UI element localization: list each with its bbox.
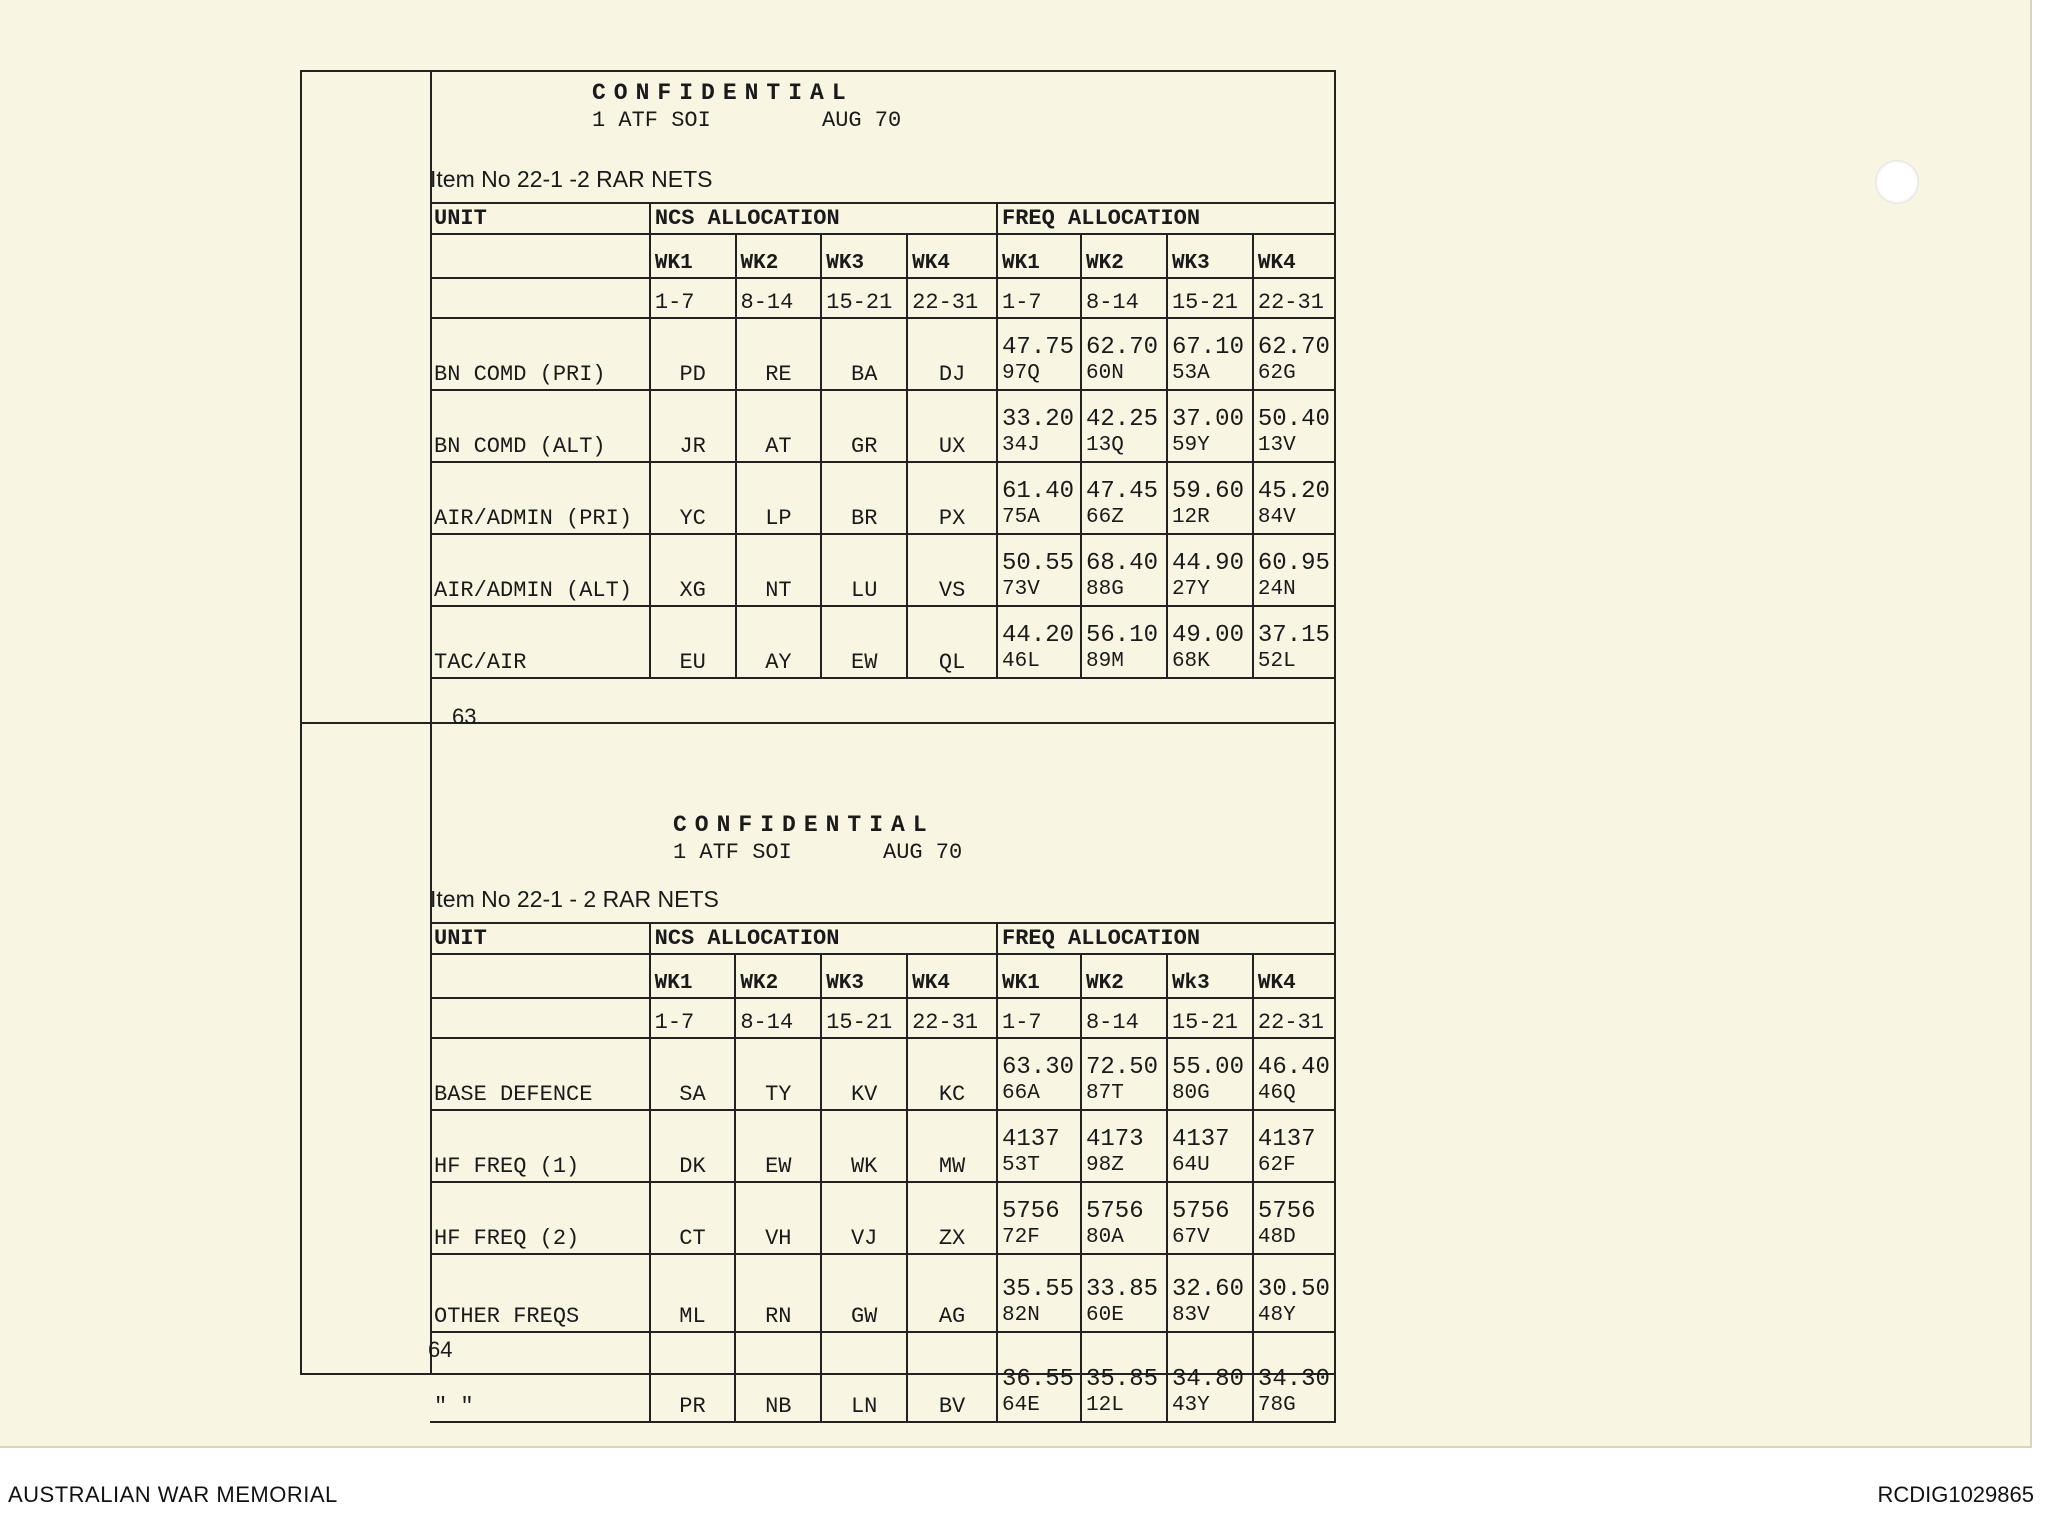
frequency-cell	[997, 1332, 1081, 1422]
unit-name: AIR/ADMIN (PRI)	[430, 462, 650, 534]
ncs-callsign: LP	[736, 462, 822, 534]
ncs-callsign: WK	[821, 1110, 907, 1182]
frequency-code: 60N	[1086, 362, 1124, 385]
week-label: WK1	[650, 954, 736, 998]
frequency-cell	[1167, 1110, 1253, 1182]
frequency-code: 34J	[1002, 434, 1040, 457]
frequency-value: 35.85	[1085, 1366, 1158, 1393]
ncs-callsign: GW	[821, 1254, 907, 1332]
ncs-callsign: LU	[821, 534, 907, 606]
weeks-row	[430, 234, 1335, 278]
day-range: 1-7	[997, 998, 1081, 1038]
item-number: Item No 22-1 -2 RAR NETS	[430, 166, 713, 192]
week-label: WK2	[1081, 954, 1167, 998]
frequency-value: 32.60	[1171, 1276, 1244, 1303]
frequency-code: 13V	[1257, 434, 1296, 457]
frequency-code: 66Z	[1086, 506, 1124, 529]
ncs-callsign: YC	[650, 462, 736, 534]
table-row	[430, 1182, 1335, 1254]
frequency-code: 98Z	[1085, 1154, 1124, 1177]
day-range: 15-21	[821, 278, 907, 318]
frequency-code: 62F	[1257, 1154, 1296, 1177]
frequency-code: 59Y	[1171, 434, 1210, 457]
table-row	[430, 1332, 1335, 1422]
week-label: WK3	[821, 234, 907, 278]
frequency-value: 33.20	[1002, 406, 1075, 433]
frequency-cell	[1167, 606, 1253, 678]
day-range: 15-21	[821, 998, 907, 1038]
frequency-cell	[1081, 462, 1167, 534]
frequency-value: 47.75	[1002, 334, 1075, 361]
frequency-cell	[1167, 534, 1253, 606]
ncs-callsign: TY	[735, 1038, 821, 1110]
frequency-value: 34.80	[1171, 1366, 1244, 1393]
frequency-code: 87T	[1085, 1082, 1124, 1105]
frequency-cell	[1253, 1182, 1335, 1254]
frequency-code: 66A	[1002, 1082, 1040, 1105]
frequency-cell	[997, 1110, 1081, 1182]
ncs-callsign: BV	[907, 1332, 997, 1422]
ncs-callsign: PD	[650, 318, 736, 390]
frequency-value: 44.90	[1171, 550, 1244, 577]
day-range: 22-31	[907, 998, 997, 1038]
frequency-value: 4137	[1257, 1126, 1316, 1153]
unit-header: UNIT	[430, 923, 650, 954]
allocation-table	[430, 202, 1336, 679]
frequency-value: 72.50	[1085, 1054, 1158, 1081]
frequency-code: 67V	[1171, 1226, 1210, 1249]
frequency-cell	[1167, 390, 1253, 462]
ncs-allocation-header: NCS ALLOCATION	[650, 203, 997, 234]
soi-date: AUG 70	[883, 840, 963, 865]
soi-label: 1 ATF SOI	[673, 840, 792, 865]
frequency-cell	[1253, 1254, 1335, 1332]
frequency-cell	[997, 534, 1081, 606]
frequency-cell	[1253, 1110, 1335, 1182]
frequency-cell	[1081, 1182, 1167, 1254]
frequency-value: 68.40	[1086, 550, 1159, 577]
frequency-cell	[1081, 1332, 1167, 1422]
table-row	[430, 534, 1335, 606]
frequency-cell	[1253, 318, 1335, 390]
header-row	[430, 923, 1335, 954]
frequency-code: 73V	[1002, 578, 1040, 601]
unit-name: AIR/ADMIN (ALT)	[430, 534, 650, 606]
frequency-code: 13Q	[1086, 434, 1124, 457]
ncs-callsign: BA	[821, 318, 907, 390]
ncs-allocation-header: NCS ALLOCATION	[650, 923, 997, 954]
ncs-callsign: CT	[650, 1182, 736, 1254]
frequency-cell	[1253, 1332, 1335, 1422]
unit-name: OTHER FREQS	[430, 1254, 650, 1332]
soi-date: AUG 70	[822, 108, 902, 133]
ncs-callsign: PR	[650, 1332, 736, 1422]
day-range: 15-21	[1167, 998, 1253, 1038]
week-label: Wk3	[1167, 954, 1253, 998]
table-row	[430, 1110, 1335, 1182]
frequency-cell	[997, 462, 1081, 534]
frequency-code: 43Y	[1171, 1394, 1210, 1417]
frequency-cell	[1167, 1038, 1253, 1110]
ncs-callsign: KC	[907, 1038, 997, 1110]
frequency-cell	[1167, 1254, 1253, 1332]
frequency-code: 64U	[1171, 1154, 1210, 1177]
frequency-value: 61.40	[1002, 478, 1075, 505]
unit-header: UNIT	[430, 203, 650, 234]
frequency-value: 49.00	[1171, 622, 1244, 649]
ncs-callsign: AY	[736, 606, 822, 678]
day-range: 8-14	[1081, 998, 1167, 1038]
week-label: WK1	[997, 234, 1081, 278]
frequency-cell	[1167, 318, 1253, 390]
frequency-code: 68K	[1171, 650, 1210, 673]
week-label: WK4	[1253, 954, 1335, 998]
table-row	[430, 318, 1335, 390]
ncs-callsign: ZX	[907, 1182, 997, 1254]
day-range: 8-14	[1081, 278, 1167, 318]
table-row	[430, 390, 1335, 462]
frequency-value: 30.50	[1257, 1276, 1330, 1303]
frequency-value: 4137	[1002, 1126, 1060, 1153]
archive-id: RCDIG1029865	[1877, 1482, 2034, 1507]
table-row	[430, 1254, 1335, 1332]
day-range: 22-31	[907, 278, 997, 318]
frequency-code: 48D	[1257, 1226, 1296, 1249]
week-label: WK4	[907, 954, 997, 998]
frequency-cell	[997, 390, 1081, 462]
day-range: 8-14	[736, 278, 822, 318]
ncs-callsign: VH	[735, 1182, 821, 1254]
frequency-code: 89M	[1086, 650, 1124, 673]
frequency-cell	[1253, 390, 1335, 462]
ncs-callsign: QL	[907, 606, 997, 678]
frequency-code: 53T	[1002, 1154, 1040, 1177]
days-row	[430, 998, 1335, 1038]
ncs-callsign: DK	[650, 1110, 736, 1182]
soi-page-63	[430, 70, 1336, 729]
frequency-cell	[1081, 1254, 1167, 1332]
frequency-cell	[1081, 318, 1167, 390]
day-range: 8-14	[735, 998, 821, 1038]
week-label: WK2	[736, 234, 822, 278]
weeks-row	[430, 954, 1335, 998]
week-label: WK1	[650, 234, 736, 278]
table-row	[430, 1038, 1335, 1110]
frequency-code: 83V	[1171, 1304, 1210, 1327]
frequency-cell	[997, 1182, 1081, 1254]
frequency-code: 46L	[1002, 650, 1040, 673]
frequency-value: 56.10	[1086, 622, 1159, 649]
ncs-callsign: GR	[821, 390, 907, 462]
frequency-value: 60.95	[1257, 550, 1330, 577]
frequency-code: 53A	[1171, 362, 1210, 385]
frequency-code: 12R	[1171, 506, 1210, 529]
frequency-code: 46Q	[1257, 1082, 1296, 1105]
frequency-cell	[1081, 606, 1167, 678]
ncs-callsign: MW	[907, 1110, 997, 1182]
frequency-code: 62G	[1257, 362, 1296, 385]
frequency-value: 46.40	[1257, 1054, 1330, 1081]
table-row	[430, 462, 1335, 534]
ncs-callsign: EW	[821, 606, 907, 678]
week-label: WK4	[1253, 234, 1335, 278]
frequency-cell	[997, 318, 1081, 390]
ncs-callsign: UX	[907, 390, 997, 462]
frequency-code: 60E	[1085, 1304, 1124, 1327]
confidential-heading: CONFIDENTIAL	[673, 812, 935, 838]
frequency-cell	[997, 606, 1081, 678]
page-number: 63	[452, 704, 477, 729]
frequency-value: 5756	[1257, 1198, 1316, 1225]
frequency-value: 42.25	[1086, 406, 1159, 433]
archive-credit: AUSTRALIAN WAR MEMORIAL	[8, 1482, 338, 1507]
blank-cell	[430, 954, 650, 998]
frequency-value: 47.45	[1086, 478, 1159, 505]
frequency-code: 80A	[1085, 1226, 1124, 1249]
frequency-code: 88G	[1086, 578, 1124, 601]
frequency-cell	[1253, 1038, 1335, 1110]
ncs-callsign: KV	[821, 1038, 907, 1110]
day-range: 22-31	[1253, 998, 1335, 1038]
frequency-value: 34.30	[1257, 1366, 1330, 1393]
soi-label: 1 ATF SOI	[592, 108, 711, 133]
week-label: WK3	[821, 954, 907, 998]
frequency-value: 36.55	[1002, 1366, 1075, 1393]
frequency-cell	[1081, 1110, 1167, 1182]
ncs-callsign: RN	[735, 1254, 821, 1332]
day-range: 1-7	[650, 278, 736, 318]
week-label: WK2	[735, 954, 821, 998]
day-range: 1-7	[650, 998, 736, 1038]
unit-name: BASE DEFENCE	[430, 1038, 650, 1110]
frequency-code: 24N	[1257, 578, 1296, 601]
day-range: 15-21	[1167, 278, 1253, 318]
frequency-code: 12L	[1085, 1394, 1124, 1417]
ncs-callsign: PX	[907, 462, 997, 534]
frequency-cell	[1167, 1332, 1253, 1422]
punch-hole	[1875, 160, 1919, 204]
blank-cell	[430, 278, 650, 318]
week-label: WK1	[997, 954, 1081, 998]
frequency-code: 48Y	[1257, 1304, 1296, 1327]
freq-allocation-header: FREQ ALLOCATION	[997, 923, 1335, 954]
frequency-cell	[1253, 462, 1335, 534]
soi-page-64	[428, 722, 1336, 1419]
unit-name: TAC/AIR	[430, 606, 650, 678]
ncs-callsign: RE	[736, 318, 822, 390]
ncs-callsign: SA	[650, 1038, 736, 1110]
freq-allocation-header: FREQ ALLOCATION	[997, 203, 1335, 234]
frequency-cell	[1081, 534, 1167, 606]
frequency-value: 4173	[1085, 1126, 1144, 1153]
unit-name: BN COMD (PRI)	[430, 318, 650, 390]
frequency-value: 45.20	[1257, 478, 1330, 505]
frequency-value: 50.40	[1257, 406, 1330, 433]
frequency-value: 5756	[1002, 1198, 1060, 1225]
frequency-code: 78G	[1257, 1394, 1296, 1417]
frequency-value: 37.00	[1171, 406, 1244, 433]
frequency-value: 33.85	[1085, 1276, 1158, 1303]
day-range: 22-31	[1253, 278, 1335, 318]
frequency-code: 84V	[1257, 506, 1296, 529]
frequency-cell	[997, 1038, 1081, 1110]
ncs-callsign: EU	[650, 606, 736, 678]
table-row	[430, 606, 1335, 678]
week-label: WK4	[907, 234, 997, 278]
frequency-value: 63.30	[1002, 1054, 1075, 1081]
blank-cell	[430, 998, 650, 1038]
confidential-heading: CONFIDENTIAL	[592, 80, 854, 106]
blank-cell	[430, 234, 650, 278]
frequency-value: 55.00	[1171, 1054, 1244, 1081]
unit-name: HF FREQ (1)	[430, 1110, 650, 1182]
frequency-cell	[1253, 606, 1335, 678]
frequency-cell	[1253, 534, 1335, 606]
ncs-callsign: NT	[736, 534, 822, 606]
frequency-cell	[1081, 1038, 1167, 1110]
frequency-value: 5756	[1085, 1198, 1144, 1225]
frequency-value: 59.60	[1171, 478, 1244, 505]
page-number: 64	[428, 1337, 453, 1362]
frequency-value: 62.70	[1086, 334, 1159, 361]
ncs-callsign: AT	[736, 390, 822, 462]
frequency-code: 52L	[1257, 650, 1296, 673]
header-row	[430, 203, 1335, 234]
ncs-callsign: VS	[907, 534, 997, 606]
frequency-code: 72F	[1002, 1226, 1040, 1249]
frequency-code: 97Q	[1002, 362, 1040, 385]
frequency-value: 37.15	[1257, 622, 1330, 649]
ncs-callsign: AG	[907, 1254, 997, 1332]
ncs-callsign: ML	[650, 1254, 736, 1332]
ncs-callsign: BR	[821, 462, 907, 534]
frequency-value: 62.70	[1257, 334, 1330, 361]
frequency-code: 80G	[1171, 1082, 1210, 1105]
week-label: WK2	[1081, 234, 1167, 278]
week-label: WK3	[1167, 234, 1253, 278]
frequency-value: 67.10	[1171, 334, 1244, 361]
frequency-value: 4137	[1171, 1126, 1230, 1153]
frequency-value: 5756	[1171, 1198, 1230, 1225]
frequency-code: 64E	[1002, 1394, 1040, 1417]
frequency-value: 35.55	[1002, 1276, 1075, 1303]
frequency-cell	[1167, 462, 1253, 534]
ncs-callsign: JR	[650, 390, 736, 462]
allocation-table	[430, 922, 1336, 1423]
ncs-callsign: XG	[650, 534, 736, 606]
frequency-code: 82N	[1002, 1304, 1040, 1327]
soi-document	[300, 70, 1338, 1419]
unit-name: BN COMD (ALT)	[430, 390, 650, 462]
unit-name: " "	[430, 1332, 650, 1422]
ncs-callsign: EW	[735, 1110, 821, 1182]
frequency-code: 75A	[1002, 506, 1040, 529]
frequency-value: 44.20	[1002, 622, 1075, 649]
days-row	[430, 278, 1335, 318]
ncs-callsign: LN	[821, 1332, 907, 1422]
frequency-cell	[1167, 1182, 1253, 1254]
ncs-callsign: VJ	[821, 1182, 907, 1254]
frequency-value: 50.55	[1002, 550, 1075, 577]
day-range: 1-7	[997, 278, 1081, 318]
item-number: Item No 22-1 - 2 RAR NETS	[430, 886, 719, 912]
frequency-code: 27Y	[1171, 578, 1210, 601]
frequency-cell	[997, 1254, 1081, 1332]
ncs-callsign: DJ	[907, 318, 997, 390]
ncs-callsign: NB	[735, 1332, 821, 1422]
unit-name: HF FREQ (2)	[430, 1182, 650, 1254]
frequency-cell	[1081, 390, 1167, 462]
